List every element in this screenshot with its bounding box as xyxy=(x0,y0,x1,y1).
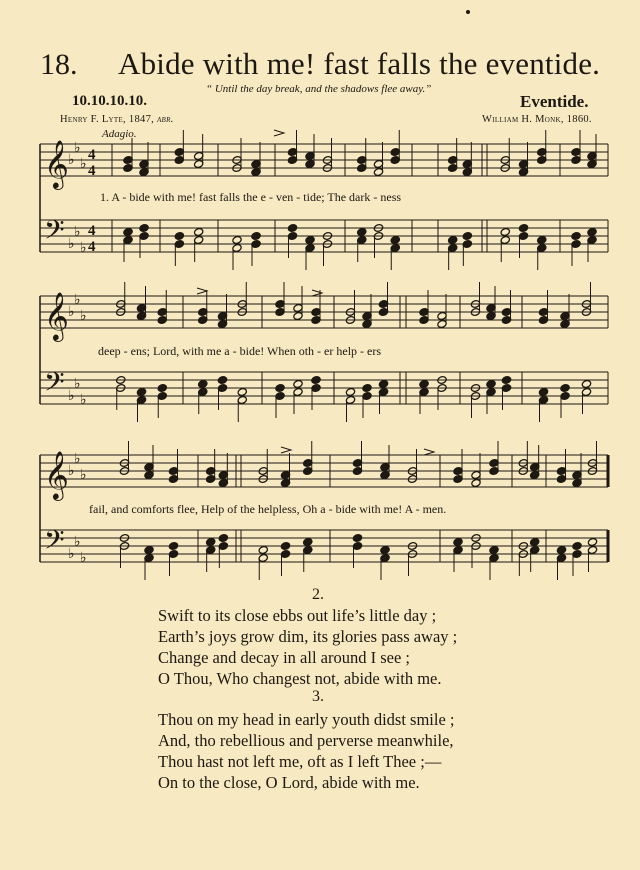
notehead xyxy=(380,546,390,555)
notehead xyxy=(448,236,458,245)
notehead xyxy=(123,228,133,237)
flat-icon: ♭ xyxy=(74,451,81,467)
notehead xyxy=(500,228,510,237)
accent-mark xyxy=(281,447,291,453)
flat-icon: ♭ xyxy=(68,546,75,562)
flat-icon: ♭ xyxy=(74,376,81,392)
notehead xyxy=(237,388,247,397)
notehead xyxy=(581,380,591,389)
treble-clef-icon: 𝄞 xyxy=(44,139,69,188)
composer-name: William H. Monk, xyxy=(482,114,564,125)
flat-icon: ♭ xyxy=(68,304,75,320)
flat-icon: ♭ xyxy=(80,550,87,566)
flat-icon: ♭ xyxy=(80,240,87,256)
verse-line: O Thou, Who changest not, abide with me. xyxy=(158,669,442,688)
notehead xyxy=(157,384,167,393)
notehead xyxy=(136,388,146,397)
notehead xyxy=(501,376,511,385)
author-year: 1847, xyxy=(128,114,155,125)
author-name: Henry F. Lyte, xyxy=(60,114,126,125)
flat-icon: ♭ xyxy=(68,236,75,252)
lyric-line-3: fail, and comforts flee, Help of the helpless, Oh a - bide with me! A - men. xyxy=(89,502,447,516)
time-signature-bottom: 4 xyxy=(88,239,96,255)
notehead xyxy=(293,380,303,389)
notehead xyxy=(139,224,149,233)
accent-mark xyxy=(424,449,434,455)
lyric-line-1: 1. A - bide with me! fast falls the e - ven - tide; The dark - ness xyxy=(100,190,402,204)
notehead xyxy=(378,380,388,389)
hymn-number: 18. xyxy=(40,48,78,81)
notehead xyxy=(556,546,566,555)
tempo-marking: Adagio. xyxy=(102,128,137,140)
notehead xyxy=(280,542,290,551)
notehead xyxy=(206,538,216,547)
notehead xyxy=(489,546,499,555)
notehead xyxy=(251,232,261,241)
flat-icon: ♭ xyxy=(80,308,87,324)
flat-icon: ♭ xyxy=(74,534,81,550)
bass-clef-icon: 𝄢 xyxy=(44,214,65,252)
notehead xyxy=(345,388,355,397)
notehead xyxy=(303,538,313,547)
notehead xyxy=(390,236,400,245)
hymn-title: Abide with me! fast falls the eventide. xyxy=(118,46,601,81)
notehead xyxy=(486,380,496,389)
notehead xyxy=(362,384,372,393)
time-signature-bottom: 4 xyxy=(88,163,96,179)
notehead xyxy=(357,228,367,237)
verse-number: 3. xyxy=(312,688,324,705)
lyric-line-2: deep - ens; Lord, with me a - bide! When oth - er help - ers xyxy=(98,344,382,358)
flat-icon: ♭ xyxy=(68,463,75,479)
flat-icon: ♭ xyxy=(68,388,75,404)
composer-year: 1860. xyxy=(566,114,592,125)
notehead xyxy=(258,546,268,555)
accent-mark xyxy=(274,130,284,136)
time-signature-top: 4 xyxy=(88,147,96,163)
bass-clef-icon: 𝄢 xyxy=(44,524,65,562)
notehead xyxy=(232,236,242,245)
verse-line: Thou on my head in early youth didst smile ; xyxy=(158,710,455,729)
notehead xyxy=(198,380,208,389)
notehead xyxy=(305,236,315,245)
bass-clef-icon: 𝄢 xyxy=(44,366,65,404)
notehead xyxy=(217,376,227,385)
verse-line: Change and decay in all around I see ; xyxy=(158,648,410,667)
notehead xyxy=(453,538,463,547)
notehead xyxy=(587,538,597,547)
notehead xyxy=(275,384,285,393)
verse-line: Thou hast not left me, oft as I left Thee ;— xyxy=(158,752,442,771)
tune-name: Eventide. xyxy=(520,92,589,111)
flat-icon: ♭ xyxy=(80,156,87,172)
flat-icon: ♭ xyxy=(74,224,81,240)
notehead xyxy=(530,538,540,547)
notehead xyxy=(572,542,582,551)
verse-line: On to the close, O Lord, abide with me. xyxy=(158,773,420,792)
accent-mark xyxy=(197,288,207,294)
time-signature-top: 4 xyxy=(88,223,96,239)
verse-line: Earth’s joys grow dim, its glories pass away ; xyxy=(158,627,458,646)
notehead xyxy=(538,388,548,397)
flat-icon: ♭ xyxy=(74,140,81,156)
notehead xyxy=(168,542,178,551)
verse-number: 2. xyxy=(312,586,324,603)
notehead xyxy=(287,224,297,233)
author-note: abr. xyxy=(156,114,174,125)
notehead xyxy=(144,546,154,555)
flat-icon: ♭ xyxy=(80,467,87,483)
notehead xyxy=(587,228,597,237)
notehead xyxy=(352,534,362,543)
treble-clef-icon: 𝄞 xyxy=(44,450,69,499)
notehead xyxy=(311,376,321,385)
notehead xyxy=(537,236,547,245)
notehead xyxy=(419,380,429,389)
notehead xyxy=(218,534,228,543)
verse-line: And, tho rebellious and perverse meanwhile, xyxy=(158,731,454,750)
notehead xyxy=(571,232,581,241)
meter: 10.10.10.10. xyxy=(72,93,147,109)
notehead xyxy=(194,228,204,237)
flat-icon: ♭ xyxy=(74,292,81,308)
notehead xyxy=(560,384,570,393)
notehead xyxy=(462,232,472,241)
verse-line: Swift to its close ebbs out life’s little day ; xyxy=(158,606,437,625)
treble-clef-icon: 𝄞 xyxy=(44,291,69,340)
notehead xyxy=(518,224,528,233)
flat-icon: ♭ xyxy=(68,152,75,168)
epigraph: “ Until the day break, and the shadows flee away.” xyxy=(206,83,432,95)
notehead xyxy=(174,232,184,241)
flat-icon: ♭ xyxy=(80,392,87,408)
